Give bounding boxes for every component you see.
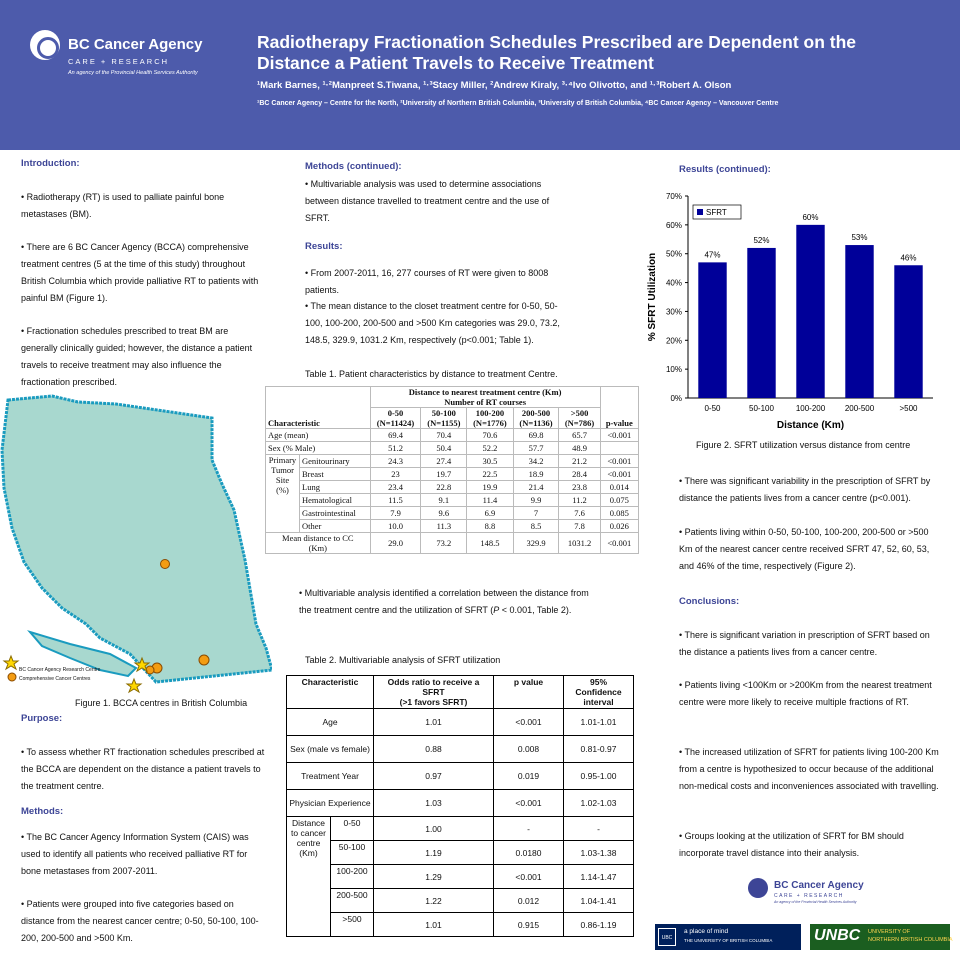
site-label-line: Site <box>275 475 290 485</box>
table-1-caption: Table 1. Patient characteristics by distance to treatment Centre. <box>305 369 558 379</box>
results-paragraph-1: • From 2007-2011, 16, 277 courses of RT were given to 8008 patients. <box>305 268 549 295</box>
table-header <box>513 408 559 429</box>
table-cell: 1031.2 <box>559 533 600 554</box>
group-header-line: Number of RT courses <box>444 397 527 407</box>
table-header <box>370 387 600 408</box>
table-cell: 52.2 <box>467 442 513 455</box>
odds-ratio-cell: 0.88 <box>374 736 494 763</box>
table-cell: 10.0 <box>370 520 421 533</box>
row-label: 200-500 <box>331 889 374 913</box>
table-cell: 70.6 <box>467 429 513 442</box>
p-value-cell: 0.0180 <box>494 841 564 865</box>
introduction-heading: Introduction: <box>21 158 80 169</box>
p-value-cell: - <box>494 817 564 841</box>
table-row <box>266 455 639 468</box>
logo-tagline: An agency of the Provincial Health Services Authority <box>68 70 198 76</box>
odds-ratio-cell: 0.97 <box>374 763 494 790</box>
legend-label: SFRT <box>706 208 727 217</box>
bar <box>796 225 824 398</box>
star-victoria <box>127 679 141 692</box>
ci-cell: - <box>564 817 634 841</box>
conclusions-paragraph-2: • Patients living <100Km or >200Km from the nearest treatment centre were more likely to receive multiple fractions of RT. <box>679 680 932 707</box>
table-cell: 51.2 <box>370 442 421 455</box>
y-tick-label: 10% <box>665 365 682 375</box>
star-legend-icon <box>4 656 18 669</box>
y-axis-label: % SFRT Utilization <box>647 252 658 342</box>
x-axis-label: Distance (Km) <box>776 420 845 431</box>
footer-bcca-logo <box>748 877 898 905</box>
table-row <box>287 790 634 817</box>
table-cell: 9.9 <box>513 494 559 507</box>
text-span: • Multivariable analysis identified a correlation between the distance from the treatment centre and the utilization of SFRT ( <box>299 588 589 615</box>
p-value-cell: 0.085 <box>600 507 638 520</box>
p-value-cell: 0.915 <box>494 913 564 937</box>
table-row <box>266 507 639 520</box>
ubc-logo <box>655 924 801 950</box>
header-line: SFRT <box>422 687 445 697</box>
table-row <box>287 817 634 841</box>
table-row <box>287 865 634 889</box>
table-cell: 7.8 <box>559 520 600 533</box>
p-value-cell: 0.012 <box>494 889 564 913</box>
bc-map <box>0 392 272 700</box>
table-cell: 22.8 <box>421 481 467 494</box>
legend-research-centre: BC Cancer Agency Research Centre <box>19 667 101 673</box>
table-cell: 29.0 <box>370 533 421 554</box>
table-row <box>266 533 639 554</box>
y-tick-label: 0% <box>670 394 682 403</box>
footer-logo-subtitle: CARE + RESEARCH <box>774 893 844 899</box>
table-cell: 11.5 <box>370 494 421 507</box>
unbc-line-1: UNIVERSITY OF <box>868 929 911 935</box>
table-cell: 30.5 <box>467 455 513 468</box>
intro-paragraph-2: • There are 6 BC Cancer Agency (BCCA) comprehensive treatment centres (5 at the time of this study) throughout British Columbia which provide palliative RT to patients with painful BM (Figure 1). <box>21 242 259 303</box>
ci-cell: 1.01-1.01 <box>564 709 634 736</box>
results-heading: Results: <box>305 241 343 252</box>
y-tick-label: 60% <box>665 220 682 230</box>
data-label: 52% <box>753 235 770 245</box>
row-label: Sex (% Male) <box>266 442 371 455</box>
group-header-line: Distance to nearest treatment centre (Km) <box>408 387 562 397</box>
y-tick-label: 70% <box>665 192 682 201</box>
odds-ratio-cell: 1.01 <box>374 913 494 937</box>
table-2-body <box>287 709 634 937</box>
odds-ratio-cell: 1.29 <box>374 865 494 889</box>
odds-ratio-cell: 1.22 <box>374 889 494 913</box>
table-cell: 57.7 <box>513 442 559 455</box>
p-value-cell: <0.001 <box>494 709 564 736</box>
table-cell: 7.6 <box>559 507 600 520</box>
y-tick-label: 20% <box>665 336 682 346</box>
col-header-line: (N=1155) <box>427 418 461 428</box>
p-value-cell: <0.001 <box>600 429 638 442</box>
methods-paragraph-2: • Patients were grouped into five categories based on distance from the nearest cancer centre; 0-50, 50-100, 100-200, 200-500 and >500 Km. <box>21 899 259 943</box>
data-label: 60% <box>802 212 819 222</box>
p-value-cell: <0.001 <box>494 790 564 817</box>
row-label: >500 <box>331 913 374 937</box>
ci-cell: 0.95-1.00 <box>564 763 634 790</box>
header-line: (>1 favors SFRT) <box>399 697 468 707</box>
col-header-line: 200-500 <box>521 408 551 418</box>
methods-continued-paragraph: • Multivariable analysis was used to determine associations between distance travelled to treatment centre and the use of SFRT. <box>305 179 550 223</box>
distance-group-label: Distance to cancer centre (Km) <box>287 817 331 937</box>
col-header-line: (N=1136) <box>519 418 553 428</box>
bar <box>845 245 873 398</box>
circle-legend-icon <box>8 673 16 681</box>
table-cell: 8.5 <box>513 520 559 533</box>
table-header: Characteristic <box>266 387 371 429</box>
table-2 <box>286 675 634 937</box>
site-label-line: Primary <box>268 455 297 465</box>
p-value-cell: <0.001 <box>600 468 638 481</box>
p-value-cell: 0.008 <box>494 736 564 763</box>
table-header <box>370 408 421 429</box>
table-header <box>467 408 513 429</box>
table-row <box>266 520 639 533</box>
conclusions-paragraph-1: • There is significant variation in prescription of SFRT based on the distance a patients lives from a cancer centre. <box>679 630 930 657</box>
odds-ratio-cell: 1.19 <box>374 841 494 865</box>
row-label: Hematological <box>300 494 371 507</box>
centre-prince-george <box>161 560 170 569</box>
ci-cell: 1.14-1.47 <box>564 865 634 889</box>
table-1-grid <box>265 386 639 554</box>
row-label: Sex (male vs female) <box>287 736 374 763</box>
p-value-cell: <0.001 <box>600 455 638 468</box>
row-label: 0-50 <box>331 817 374 841</box>
data-label: 53% <box>851 233 868 243</box>
x-tick-label: 200-500 <box>844 404 875 413</box>
table-cell: 34.2 <box>513 455 559 468</box>
table-cell: 19.9 <box>467 481 513 494</box>
odds-ratio-cell: 1.01 <box>374 709 494 736</box>
footer-logo-name: BC Cancer Agency <box>774 880 864 891</box>
table-cell: 27.4 <box>421 455 467 468</box>
table-cell: 9.1 <box>421 494 467 507</box>
y-tick-label: 50% <box>665 249 682 259</box>
table-1 <box>265 386 639 554</box>
table-cell: 22.5 <box>467 468 513 481</box>
conclusions-paragraph-3: • The increased utilization of SFRT for patients living 100-200 Km from a centre is hypothesized to occur because of the additional non-medical costs and inconveniences associated with travelling. <box>679 747 939 791</box>
ci-cell: 1.02-1.03 <box>564 790 634 817</box>
col-header-line: (N=1776) <box>473 418 507 428</box>
results-paragraph-3 <box>299 585 589 619</box>
table-cell: 69.8 <box>513 429 559 442</box>
col-header-line: (N=786) <box>564 418 595 428</box>
table-header <box>564 676 634 709</box>
row-label-line: (Km) <box>308 543 327 553</box>
row-label: Lung <box>300 481 371 494</box>
legend-cancer-centres: Comprehensive Cancer Centres <box>19 676 91 682</box>
table-cell: 8.8 <box>467 520 513 533</box>
centre-kelowna <box>199 655 209 665</box>
table-cell: 19.7 <box>421 468 467 481</box>
header-line: 95% <box>589 677 607 687</box>
ci-cell: 0.81-0.97 <box>564 736 634 763</box>
table-cell: 23.4 <box>370 481 421 494</box>
table-cell: 9.6 <box>421 507 467 520</box>
poster-header <box>0 0 960 150</box>
row-label: Age (mean) <box>266 429 371 442</box>
row-label: 100-200 <box>331 865 374 889</box>
col-header-line: 100-200 <box>475 408 505 418</box>
row-label <box>266 533 371 554</box>
results-paragraph-2: • The mean distance to the closet treatment centre for 0-50, 50-100, 100-200, 200-500 and >500 Km categories was 29.0, 73.2, 148.5, 329.9, 1031.2 Km, respectively (p<0.001; Table 1). <box>305 301 560 345</box>
table-cell: 7.9 <box>370 507 421 520</box>
bc-map-figure <box>0 392 272 700</box>
p-value-cell: 0.075 <box>600 494 638 507</box>
odds-ratio-cell: 1.00 <box>374 817 494 841</box>
p-symbol: P <box>493 605 500 615</box>
data-label: 46% <box>900 253 917 263</box>
results-continued-paragraph-1: • There was significant variability in the prescription of SFRT by distance the patients lives from a cancer centre (p<0.001). <box>679 476 931 503</box>
row-label: 50-100 <box>331 841 374 865</box>
table-cell: 23.8 <box>559 481 600 494</box>
table-1-body <box>266 429 639 554</box>
centre-surrey <box>146 666 154 674</box>
table-header: p value <box>494 676 564 709</box>
col-header-line: >500 <box>570 408 589 418</box>
header-line: Odds ratio to receive a <box>387 677 480 687</box>
p-value-cell: 0.019 <box>494 763 564 790</box>
unbc-mark: UNBC <box>814 927 861 944</box>
legend-swatch <box>697 209 703 215</box>
row-label: Other <box>300 520 371 533</box>
table-header: Characteristic <box>287 676 374 709</box>
x-tick-label: 100-200 <box>795 404 826 413</box>
table-cell: 73.2 <box>421 533 467 554</box>
table-cell: 65.7 <box>559 429 600 442</box>
p-value-cell: <0.001 <box>494 865 564 889</box>
site-label-line: Tumor <box>271 465 294 475</box>
ci-cell: 0.86-1.19 <box>564 913 634 937</box>
conclusions-paragraph-4: • Groups looking at the utilization of SFRT for BM should incorporate travel distance into their analysis. <box>679 831 904 858</box>
primary-tumor-site-label <box>266 455 300 533</box>
bcca-emblem-icon <box>30 30 60 60</box>
table-cell: 48.9 <box>559 442 600 455</box>
table-row <box>266 442 639 455</box>
table-cell: 329.9 <box>513 533 559 554</box>
unbc-logo <box>810 924 953 950</box>
purpose-heading: Purpose: <box>21 713 63 724</box>
authors: ¹Mark Barnes, ¹·²Manpreet S.Tiwana, ¹·³Stacy Miller, ²Andrew Kiraly, ³·⁴Ivo Olivotto, and ¹·³Robert A. Olson <box>257 80 732 91</box>
sfrt-bar-chart <box>643 188 943 433</box>
table-row <box>266 481 639 494</box>
row-label: Gastrointestinal <box>300 507 371 520</box>
row-label: Breast <box>300 468 371 481</box>
table-row <box>287 736 634 763</box>
results-continued-paragraph-2: • Patients living within 0-50, 50-100, 100-200, 200-500 or >500 Km of the nearest cancer centre received SFRT 47, 52, 60, 53, and 46% of the time, respectively (Figure 2). <box>679 527 930 571</box>
methods-continued-heading: Methods (continued): <box>305 161 402 172</box>
figure-2-caption: Figure 2. SFRT utilization versus distance from centre <box>696 440 911 450</box>
table-2-grid <box>286 675 634 937</box>
table-row <box>266 468 639 481</box>
header-line: interval <box>583 697 614 707</box>
ubc-name: THE UNIVERSITY OF BRITISH COLUMBIA <box>684 938 773 943</box>
bcca-emblem-icon <box>748 878 768 898</box>
table-row <box>287 889 634 913</box>
table-cell: 69.4 <box>370 429 421 442</box>
y-tick-label: 40% <box>665 278 682 288</box>
y-tick-label: 30% <box>665 307 682 317</box>
affiliations: ¹BC Cancer Agency – Centre for the North, ²University of Northern British Columbia, ³University of British Columbia, ⁴BC Cancer Agency – Vancouver Centre <box>257 100 779 107</box>
intro-paragraph-3: • Fractionation schedules prescribed to treat BM are generally clinically guided; however, the distance a patient travels to receive treatment may also influence the fractionation prescribed. <box>21 326 253 387</box>
table-cell: 23 <box>370 468 421 481</box>
table-2-caption: Table 2. Multivariable analysis of SFRT utilization <box>305 655 501 665</box>
logo-name: BC Cancer Agency <box>68 36 203 53</box>
odds-ratio-cell: 1.03 <box>374 790 494 817</box>
table-cell: 21.2 <box>559 455 600 468</box>
table-cell: 18.9 <box>513 468 559 481</box>
intro-paragraph-1: • Radiotherapy (RT) is used to palliate painful bone metastases (BM). <box>21 192 225 219</box>
figure-1-caption: Figure 1. BCCA centres in British Columbia <box>75 698 248 708</box>
table-header <box>374 676 494 709</box>
table-row <box>287 676 634 709</box>
logo-subtitle: CARE + RESEARCH <box>68 57 170 66</box>
table-cell: 6.9 <box>467 507 513 520</box>
bar <box>698 262 726 398</box>
ci-cell: 1.04-1.41 <box>564 889 634 913</box>
table-row <box>287 841 634 865</box>
x-tick-label: >500 <box>899 404 918 413</box>
data-label: 47% <box>704 250 721 260</box>
col-header-line: (N=11424) <box>376 418 415 428</box>
table-row <box>287 913 634 937</box>
row-label: Treatment Year <box>287 763 374 790</box>
table-header <box>421 408 467 429</box>
bcca-logo <box>30 30 230 85</box>
results-continued-heading: Results (continued): <box>679 164 771 175</box>
table-cell: 11.2 <box>559 494 600 507</box>
text-span: < 0.001, Table 2). <box>499 605 572 615</box>
table-cell: 70.4 <box>421 429 467 442</box>
site-label-line: (%) <box>276 485 289 495</box>
table-row <box>266 387 639 408</box>
header-line: Confidence <box>575 687 622 697</box>
table-cell: 148.5 <box>467 533 513 554</box>
table-cell: 11.4 <box>467 494 513 507</box>
table-header <box>559 408 600 429</box>
table-cell: 21.4 <box>513 481 559 494</box>
unbc-line-2: NORTHERN BRITISH COLUMBIA <box>868 937 953 943</box>
bar <box>894 265 922 398</box>
figure-2-chart <box>643 188 943 433</box>
table-row <box>266 494 639 507</box>
conclusions-heading: Conclusions: <box>679 596 740 607</box>
x-tick-label: 0-50 <box>704 404 721 413</box>
bar <box>747 248 775 398</box>
ubc-crest-icon: UBC <box>658 928 676 946</box>
table-cell: 50.4 <box>421 442 467 455</box>
table-row <box>266 429 639 442</box>
purpose-paragraph: • To assess whether RT fractionation schedules prescribed at the BCCA are dependent on the distance a patient travels to the treatment centre. <box>21 747 265 791</box>
methods-heading: Methods: <box>21 806 64 817</box>
table-cell: 11.3 <box>421 520 467 533</box>
p-value-cell: 0.026 <box>600 520 638 533</box>
row-label: Physician Experience <box>287 790 374 817</box>
row-label: Age <box>287 709 374 736</box>
p-value-cell: 0.014 <box>600 481 638 494</box>
p-value-cell: <0.001 <box>600 533 638 554</box>
methods-paragraph-1: • The BC Cancer Agency Information System (CAIS) was used to identify all patients who received palliative RT for bone metastases from 2007-2011. <box>21 832 249 876</box>
col-header-line: 50-100 <box>431 408 456 418</box>
table-cell: 28.4 <box>559 468 600 481</box>
ubc-tagline: a place of mind <box>684 928 729 935</box>
row-label: Genitourinary <box>300 455 371 468</box>
ci-cell: 1.03-1.38 <box>564 841 634 865</box>
poster-title: Radiotherapy Fractionation Schedules Prescribed are Dependent on the Distance a Patient Travels to Receive Treatment <box>257 32 857 73</box>
footer-logo-tagline: An agency of the Provincial Health Services Authority <box>774 900 857 904</box>
col-header-line: 0-50 <box>387 408 404 418</box>
row-label-line: Mean distance to CC <box>282 533 354 543</box>
table-cell: 7 <box>513 507 559 520</box>
table-cell: 24.3 <box>370 455 421 468</box>
table-header: p-value <box>600 387 638 429</box>
table-row <box>287 709 634 736</box>
x-tick-label: 50-100 <box>749 404 774 413</box>
p-value-cell <box>600 442 638 455</box>
table-row <box>287 763 634 790</box>
